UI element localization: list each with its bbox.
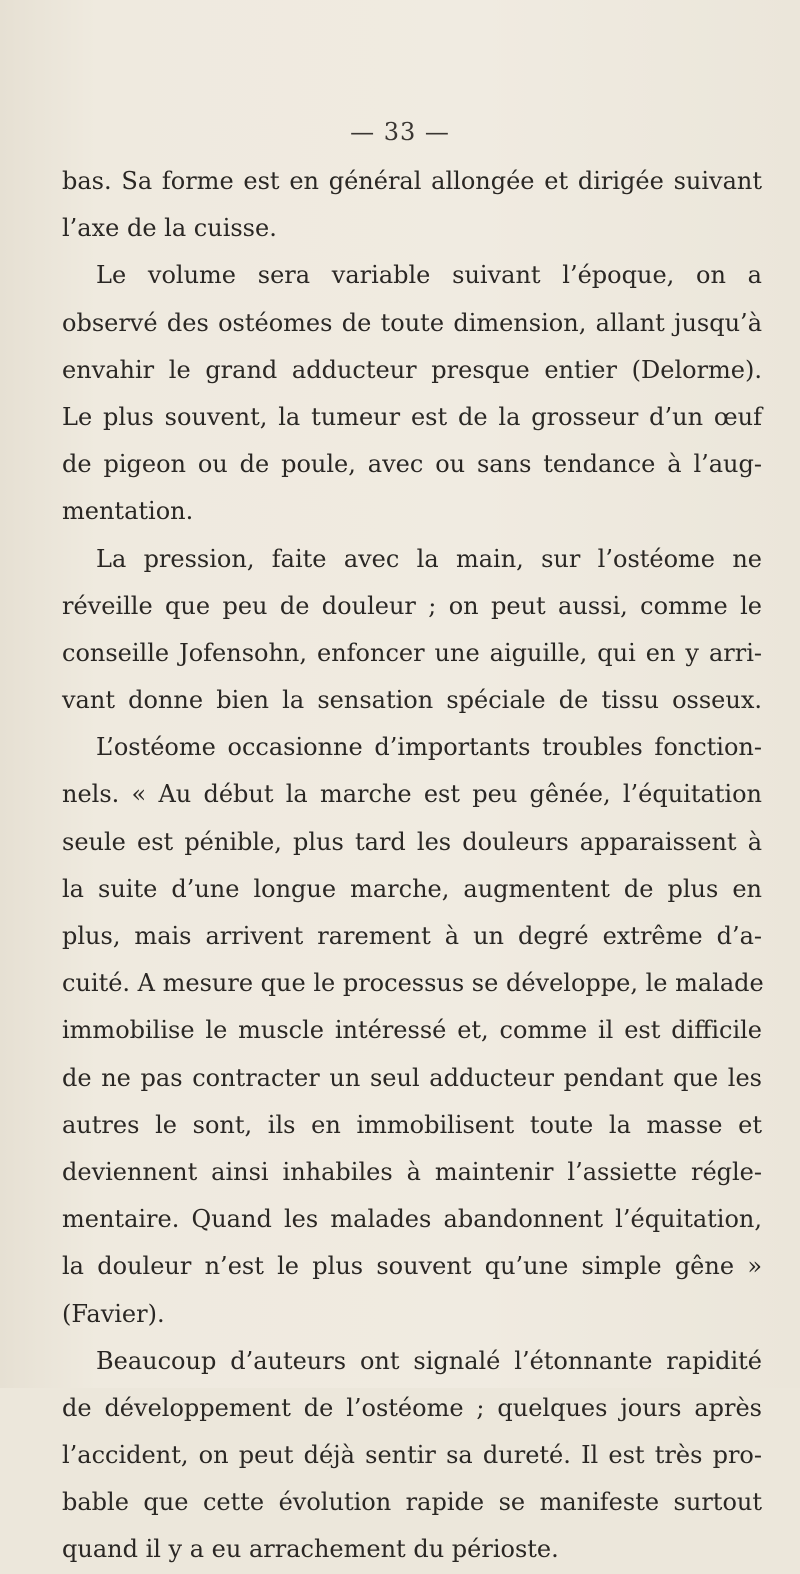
text-line: envahir le grand adducteur presque entier (Delorme). <box>62 355 762 384</box>
page-number: — 33 — <box>350 118 450 146</box>
text-line: la suite d’une longue marche, augmentent de plus en <box>62 874 762 903</box>
text-line: réveille que peu de douleur ; on peut aussi, comme le <box>62 591 762 620</box>
text-line: (Favier). <box>62 1299 165 1328</box>
text-line: observé des ostéomes de toute dimension, allant jusqu’à <box>62 308 762 337</box>
text-line: de ne pas contracter un seul adducteur pendant que les <box>62 1063 762 1092</box>
text-line: plus, mais arrivent rarement à un degré extrême d’a- <box>62 922 762 950</box>
text-line: cuité. A mesure que le processus se développe, le malade <box>62 969 764 998</box>
text-line: seule est pénible, plus tard les douleurs apparaissent à <box>62 827 762 856</box>
text-line: conseille Jofensohn, enfoncer une aiguille, qui en y arri- <box>62 638 762 667</box>
text-line: l’accident, on peut déjà sentir sa dureté. Il est très pro- <box>62 1441 762 1470</box>
text-line: deviennent ainsi inhabiles à maintenir l’assiette régle- <box>62 1157 762 1186</box>
body-text <box>62 158 762 1574</box>
text-line: de développement de l’ostéome ; quelques jours après <box>62 1393 762 1422</box>
text-line: immobilise le muscle intéressé et, comme il est difficile <box>62 1016 762 1045</box>
text-line: l’axe de la cuisse. <box>62 214 277 243</box>
text-line: bable que cette évolution rapide se manifeste surtout <box>62 1488 762 1517</box>
text-line: de pigeon ou de poule, avec ou sans tendance à l’aug- <box>62 450 762 479</box>
text-line: Le volume sera variable suivant l’époque, on a <box>96 261 762 290</box>
text-line: Beaucoup d’auteurs ont signalé l’étonnante rapidité <box>96 1346 762 1375</box>
text-line: La pression, faite avec la main, sur l’ostéome ne <box>96 544 762 573</box>
text-line: Le plus souvent, la tumeur est de la grosseur d’un œuf <box>62 402 762 431</box>
text-line: quand il y a eu arrachement du périoste. <box>62 1535 559 1564</box>
text-line: mentation. <box>62 497 194 526</box>
text-line: mentaire. Quand les malades abandonnent l’équitation, <box>62 1205 762 1234</box>
text-line: autres le sont, ils en immobilisent toute la masse et <box>62 1110 762 1139</box>
text-line: vant donne bien la sensation spéciale de tissu osseux. <box>62 686 762 715</box>
text-line: L’ostéome occasionne d’importants troubles fonction- <box>96 733 762 762</box>
text-line: la douleur n’est le plus souvent qu’une simple gêne » <box>62 1252 762 1281</box>
text-line: bas. Sa forme est en général allongée et dirigée suivant <box>62 167 762 195</box>
text-line: nels. « Au début la marche est peu gênée, l’équitation <box>62 780 762 809</box>
